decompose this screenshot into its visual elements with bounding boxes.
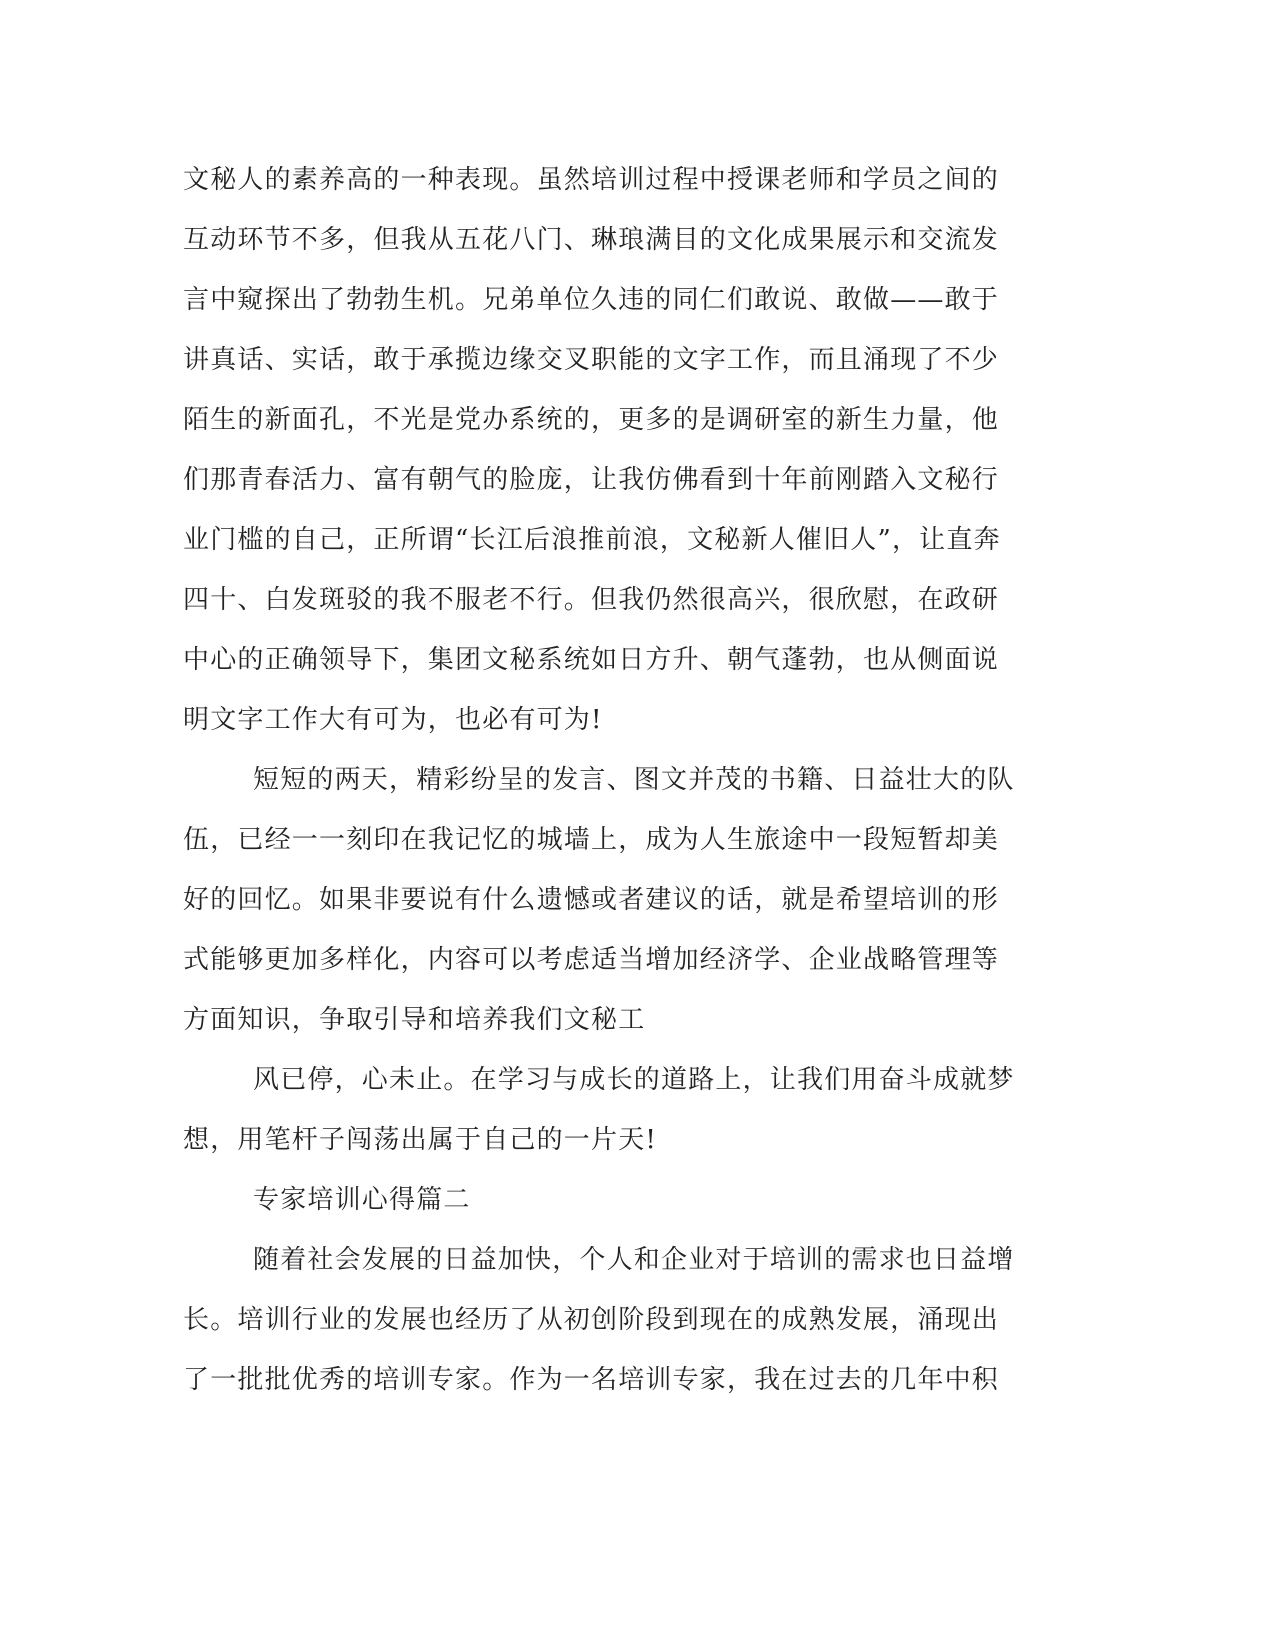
paragraph bbox=[183, 1230, 1028, 1410]
section-heading bbox=[183, 1170, 1028, 1230]
text-line: 想，用笔杆子闯荡出属于自己的一片天! bbox=[183, 1125, 658, 1155]
heading-text: 专家培训心得篇二 bbox=[253, 1185, 471, 1215]
paragraph bbox=[183, 1050, 1028, 1170]
text-line: 言中窥探出了勃勃生机。兄弟单位久违的同仁们敢说、敢做——敢于 bbox=[183, 285, 1000, 315]
text-line: 文秘人的素养高的一种表现。虽然培训过程中授课老师和学员之间的 bbox=[183, 165, 1000, 195]
text-line: 伍，已经一一刻印在我记忆的城墙上，成为人生旅途中一段短暂却美 bbox=[183, 825, 1000, 855]
text-line: 业门槛的自己，正所谓“长江后浪推前浪，文秘新人催旧人”，让直奔 bbox=[183, 525, 1001, 555]
text-line: 讲真话、实话，敢于承揽边缘交叉职能的文字工作，而且涌现了不少 bbox=[183, 345, 1000, 375]
text-line: 好的回忆。如果非要说有什么遗憾或者建议的话，就是希望培训的形 bbox=[183, 885, 1000, 915]
text-line: 互动环节不多，但我从五花八门、琳琅满目的文化成果展示和交流发 bbox=[183, 225, 1000, 255]
paragraph bbox=[183, 150, 1028, 750]
paragraph bbox=[183, 750, 1028, 1050]
text-line: 了一批批优秀的培训专家。作为一名培训专家，我在过去的几年中积 bbox=[183, 1365, 1000, 1395]
text-line: 长。培训行业的发展也经历了从初创阶段到现在的成熟发展，涌现出 bbox=[183, 1305, 1000, 1335]
text-line: 们那青春活力、富有朝气的脸庞，让我仿佛看到十年前刚踏入文秘行 bbox=[183, 465, 1000, 495]
text-line: 明文字工作大有可为，也必有可为! bbox=[183, 705, 603, 735]
text-line: 随着社会发展的日益加快，个人和企业对于培训的需求也日益增 bbox=[253, 1245, 1015, 1275]
text-line: 风已停，心未止。在学习与成长的道路上，让我们用奋斗成就梦 bbox=[253, 1065, 1015, 1095]
text-line: 短短的两天，精彩纷呈的发言、图文并茂的书籍、日益壮大的队 bbox=[253, 765, 1015, 795]
document-body bbox=[183, 150, 1028, 1410]
text-line: 中心的正确领导下，集团文秘系统如日方升、朝气蓬勃，也从侧面说 bbox=[183, 645, 1000, 675]
text-line: 方面知识，争取引导和培养我们文秘工 bbox=[183, 1005, 646, 1035]
text-line: 四十、白发斑驳的我不服老不行。但我仍然很高兴，很欣慰，在政研 bbox=[183, 585, 1000, 615]
text-line: 式能够更加多样化，内容可以考虑适当增加经济学、企业战略管理等 bbox=[183, 945, 1000, 975]
text-line: 陌生的新面孔，不光是党办系统的，更多的是调研室的新生力量，他 bbox=[183, 405, 1000, 435]
